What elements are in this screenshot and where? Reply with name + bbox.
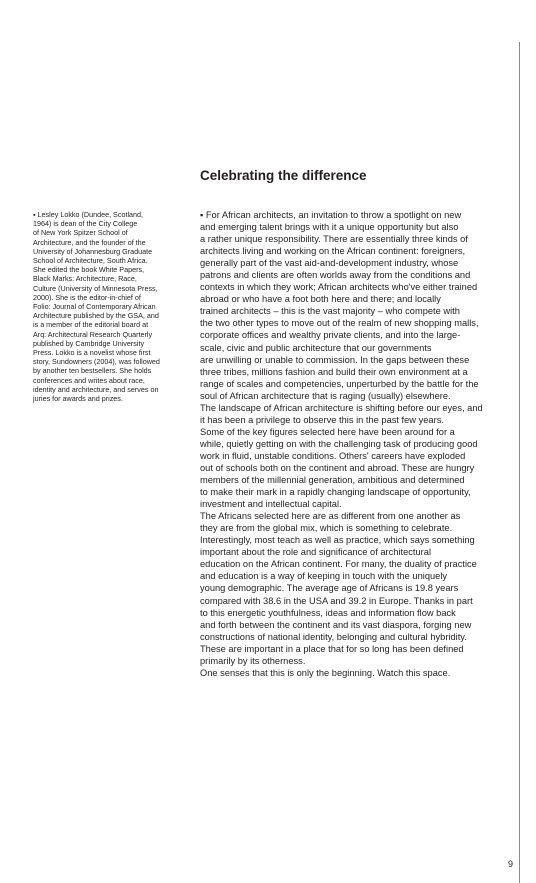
sidenote-line: story, Sundowners (2004), was followed [33,357,160,367]
sidenote-line: School of Architecture, South Africa. [33,256,148,266]
body-line: architects living and working on the African continent: foreigners, [200,246,466,257]
sidenote-line: by another ten bestsellers. She holds [33,366,152,376]
sidenote-line: Press. Lokko is a novelist whose first [33,348,151,358]
body-line: scale, civic and public architecture that our governments [200,342,432,353]
body-line: to make their mark in a rapidly changing landscape of opportunity, [200,487,471,498]
body-line: work in fluid, unstable conditions. Others' careers have exploded [200,450,466,461]
body-line: and education is a way of keeping in touch with the uniquely [200,571,448,582]
sidenote-line: 1964) is dean of the City College [33,219,138,229]
sidenote-line: Folio: Journal of Contemporary African [33,302,156,312]
sidenote-line: juries for awards and prizes. [33,394,123,404]
article-body [200,209,518,679]
body-line: Some of the key figures selected here have been around for a [200,426,455,437]
body-line: One senses that this is only the beginning. Watch this space. [200,667,451,678]
body-line: while, quietly getting on with the challenging task of producing good [200,438,478,449]
body-line: generally part of the vast aid-and-development industry, whose [200,258,459,269]
sidenote-line: Architecture, and the founder of the [33,237,146,247]
page-number: 9 [508,859,514,869]
author-bio-sidenote [33,210,197,403]
margin-rule [519,42,520,883]
sidenote-line: Architecture published by the GSA, and [33,311,159,321]
body-line: constructions of national identity, belonging and cultural hybridity. [200,631,467,642]
body-line: Interestingly, most teach as well as practice, which says something [200,535,475,546]
body-line: abroad or who have a foot both here and there; and locally [200,294,441,305]
sidenote-line: ▪ Lesley Lokko (Dundee, Scotland, [33,210,144,219]
body-line: are unwilling or unable to commission. In the gaps between these [200,354,470,365]
body-line: three tribes, millions fashion and build their own environment at a [200,366,468,377]
body-line: a rather unique responsibility. There are essentially three kinds of [200,234,468,245]
sidenote-line: identity and architecture, and serves on [33,384,159,394]
body-line: education on the African continent. For many, the duality of practice [200,559,477,570]
body-line: These are important in a place that for so long has been defined [200,643,464,654]
body-line: young demographic. The average age of Africans is 19.8 years [200,583,459,594]
sidenote-line: Arq: Architectural Research Quarterly [33,329,153,339]
body-line: and forth between the continent and its vast diaspora, forging new [200,619,472,630]
sidenote-line: 2000). She is the editor-in-chief of [33,292,141,302]
body-line: important about the role and significance of architectural [200,547,432,558]
body-line: and emerging talent brings with it a unique opportunity but also [200,222,459,233]
sidenote-line: conferences and writes about race, [33,375,145,385]
body-line: trained architects – this is the vast majority – who compete with [200,306,460,317]
sidenote-line: She edited the book White Papers, [33,265,145,275]
body-line: The landscape of African architecture is shifting before our eyes, and [200,402,483,413]
body-line: out of schools both on the continent and abroad. These are hungry [200,462,475,473]
body-line: range of scales and competencies, unperturbed by the battle for the [200,378,479,389]
body-line: it has been a privilege to observe this in the past few years. [200,414,444,425]
body-line: the two other types to move out of the realm of new shopping malls, [200,318,479,329]
article-heading: Celebrating the difference [200,168,367,183]
body-line: members of the millennial generation, ambitious and determined [200,475,465,486]
sidenote-line: of New York Spitzer School of [33,228,128,238]
sidenote-line: Black Marks: Architecture, Race, [33,274,137,284]
body-line: soul of African architecture that is raging (usually) elsewhere. [200,390,451,401]
body-line: investment and intellectual capital. [200,499,342,510]
body-line: The Africans selected here are as different from one another as [200,511,461,522]
body-line: corporate offices and wealthy private clients, and into the large- [200,330,461,341]
body-line: to this energetic youthfulness, ideas and information flow back [200,607,456,618]
body-line: ▪ For African architects, an invitation to throw a spotlight on new [200,210,462,220]
body-line: compared with 38.6 in the USA and 39.2 in Europe. Thanks in part [200,595,473,606]
sidenote-line: published by Cambridge University [33,338,145,348]
body-line: patrons and clients are often worlds away from the conditions and [200,270,471,281]
sidenote-line: is a member of the editorial board at [33,320,149,330]
sidenote-line: University of Johannesburg Graduate [33,246,153,256]
body-line: primarily by its otherness. [200,655,306,666]
sidenote-line: Culture (University of Minnesota Press, [33,283,158,293]
body-line: they are from the global mix, which is something to celebrate. [200,523,453,534]
body-line: contexts in which they work; African architects who've either trained [200,282,478,293]
